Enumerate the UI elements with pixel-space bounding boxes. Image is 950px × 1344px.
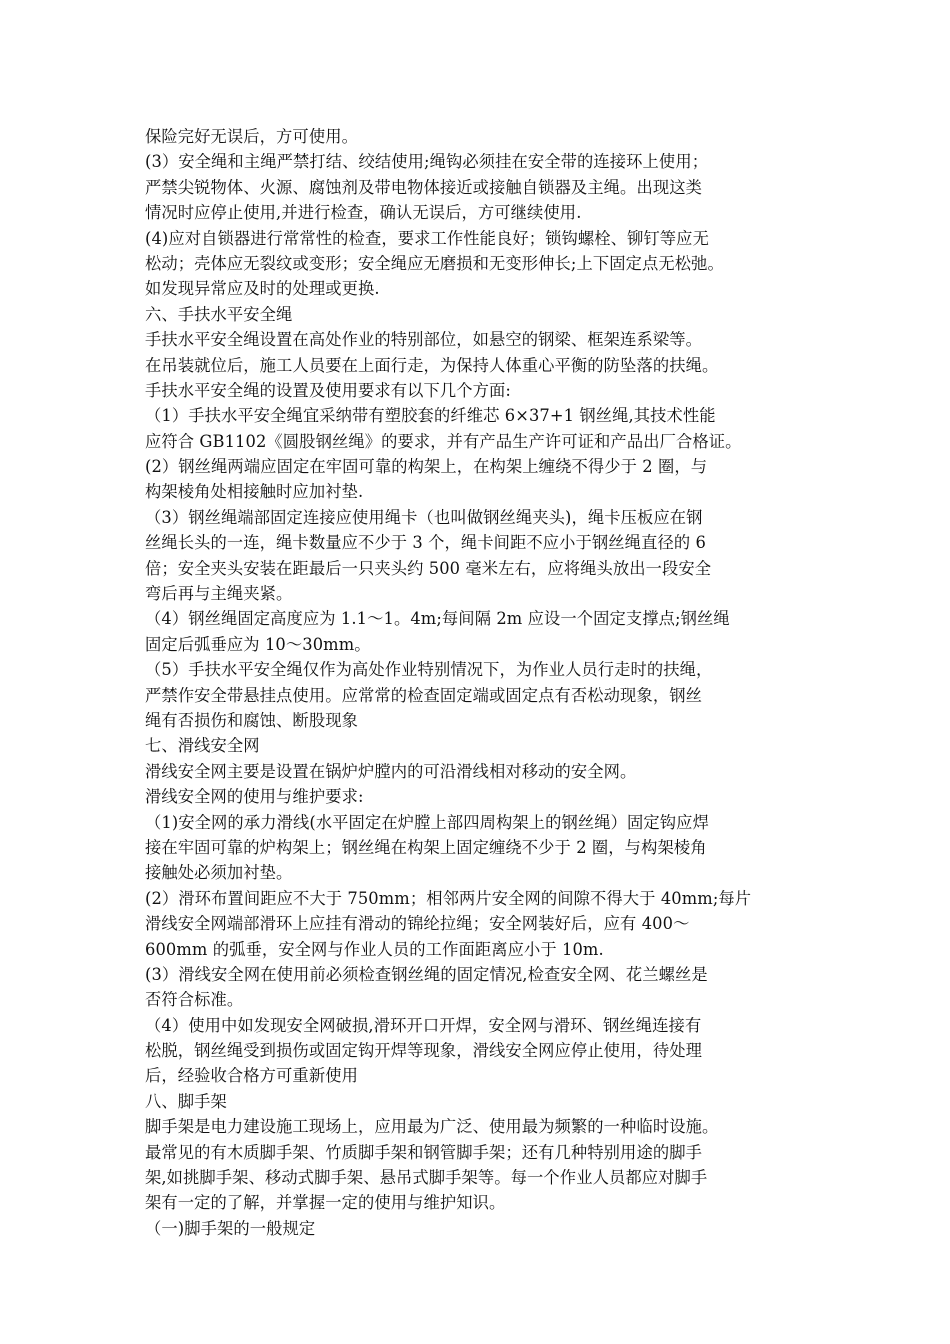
text-line: 600mm 的弧垂，安全网与作业人员的工作面距离应小于 10m. [145,939,604,959]
text-line: 固定后弧垂应为 10～30mm。 [145,634,371,654]
document-text-body [145,124,825,1241]
text-line: （5）手扶水平安全绳仅作为高处作业特别情况下，为作业人员行走时的扶绳， [145,660,713,680]
section-heading: 七、滑线安全网 [145,736,260,756]
text-line: （3）钢丝绳端部固定连接应使用绳卡（也叫做钢丝绳夹头)，绳卡压板应在钢 [145,507,703,527]
text-line: 弯后再与主绳夹紧。 [145,584,293,604]
text-line: 在吊装就位后，施工人员要在上面行走，为保持人体重心平衡的防坠落的扶绳。 [145,355,719,375]
text-line: 严禁作安全带悬挂点使用。应常常的检查固定端或固定点有否松动现象，钢丝 [145,685,702,705]
text-line: 手扶水平安全绳的设置及使用要求有以下几个方面: [145,380,511,400]
text-line: (3）滑线安全网在使用前必须检查钢丝绳的固定情况,检查安全网、花兰螺丝是 [145,964,708,984]
text-line: 保险完好无误后，方可使用。 [145,127,358,146]
text-line: 松脱，钢丝绳受到损伤或固定钩开焊等现象，滑线安全网应停止使用，待处理 [145,1041,702,1061]
text-line: （1)安全网的承力滑线(水平固定在炉膛上部四周构架上的钢丝绳）固定钩应焊 [145,812,709,832]
text-line: 架,如挑脚手架、移动式脚手架、悬吊式脚手架等。每一个作业人员都应对脚手 [145,1168,708,1188]
text-line: (2）钢丝绳两端应固定在牢固可靠的构架上，在构架上缠绕不得少于 2 圈，与 [145,457,708,477]
text-line: 如发现异常应及时的处理或更换. [145,279,380,299]
text-line: 应符合 GB1102《圆股钢丝绳》的要求，并有产品生产许可证和产品出厂合格证。 [145,431,742,451]
text-line: 绳有否损伤和腐蚀、断股现象 [145,710,358,730]
text-line: 滑线安全网端部滑环上应挂有滑动的锦纶拉绳；安全网装好后，应有 400～ [145,914,690,934]
section-heading: 八、脚手架 [145,1091,227,1111]
text-line: 手扶水平安全绳设置在高处作业的特别部位，如悬空的钢梁、框架连系梁等。 [145,330,702,350]
text-line: （4）钢丝绳固定高度应为 1.1～1。4m;每间隔 2m 应设一个固定支撑点;钢丝绳 [145,609,730,629]
text-line: （1）手扶水平安全绳宜采纳带有塑胶套的纤维芯 6×37+1 钢丝绳,其技术性能 [145,406,716,426]
text-line: (3）安全绳和主绳严禁打结、绞结使用;绳钩必须挂在安全带的连接环上使用； [145,152,709,172]
text-line: 接触处必须加衬垫。 [145,863,293,883]
text-line: 否符合标准。 [145,990,244,1010]
text-line: 接在牢固可靠的炉构架上；钢丝绳在构架上固定缠绕不少于 2 圈，与构架棱角 [145,837,707,857]
text-line: 情况时应停止使用,并进行检查，确认无误后，方可继续使用. [145,203,582,223]
text-line: 松动；壳体应无裂纹或变形；安全绳应无磨损和无变形伸长;上下固定点无松弛。 [145,253,724,273]
text-line: 最常见的有木质脚手架、竹质脚手架和钢管脚手架；还有几种特别用途的脚手 [145,1142,702,1162]
text-line: (2）滑环布置间距应不大于 750mm；相邻两片安全网的间隙不得大于 40mm;每片 [145,888,752,908]
text-line: 架有一定的了解，并掌握一定的使用与维护知识。 [145,1193,506,1213]
text-line: (4)应对自锁器进行常常性的检查，要求工作性能良好；锁钩螺栓、铆钉等应无 [145,228,709,248]
text-line: 倍；安全夹头安装在距最后一只夹头约 500 毫米左右，应将绳头放出一段安全 [145,558,712,578]
text-line: （4）使用中如发现安全网破损,滑环开口开焊，安全网与滑环、钢丝绳连接有 [145,1015,702,1035]
section-heading: 六、手扶水平安全绳 [145,304,293,324]
text-line: 滑线安全网主要是设置在锅炉炉膛内的可沿滑线相对移动的安全网。 [145,761,637,781]
text-line: 严禁尖锐物体、火源、腐蚀剂及带电物体接近或接触自锁器及主绳。出现这类 [145,177,702,197]
text-line: 后，经验收合格方可重新使用 [145,1066,358,1086]
text-line: 丝绳长头的一连，绳卡数量应不少于 3 个，绳卡间距不应小于钢丝绳直径的 6 [145,533,706,553]
text-line: 构架棱角处相接触时应加衬垫. [145,482,364,502]
text-line: 脚手架是电力建设施工现场上，应用最为广泛、使用最为频繁的一种临时设施。 [145,1117,719,1137]
text-line: 滑线安全网的使用与维护要求: [145,787,364,807]
subsection-heading: （一)脚手架的一般规定 [145,1218,316,1238]
